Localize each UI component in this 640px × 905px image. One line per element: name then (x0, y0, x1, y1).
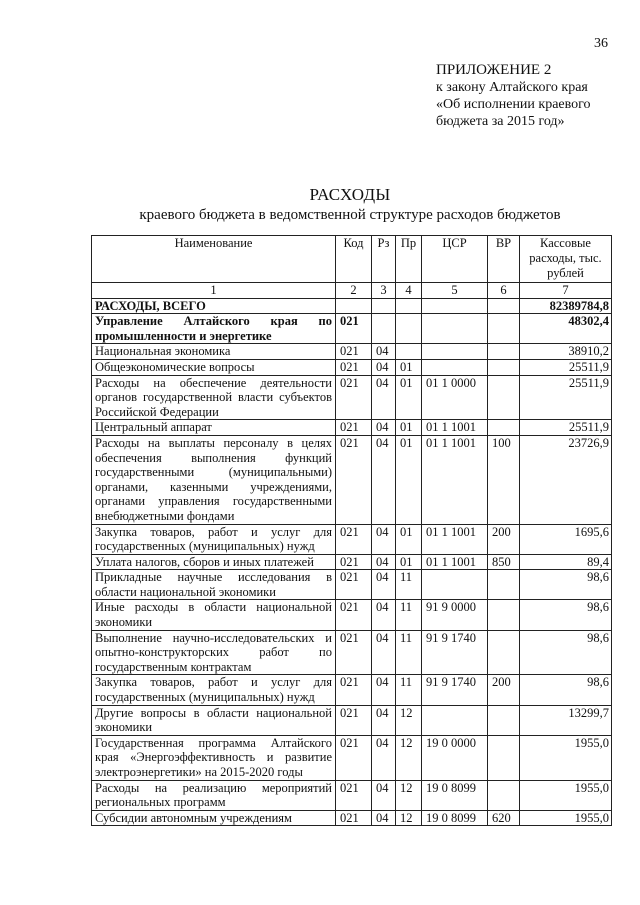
cell-sum: 98,6 (520, 630, 612, 675)
cell-code: 021 (336, 554, 372, 570)
cell-name: РАСХОДЫ, ВСЕГО (92, 298, 336, 314)
cell-name: Государственная программа Алтайского края «Энергоэффективность и развитие электроэнергетики» на 2015-2020 годы (92, 735, 336, 780)
cell-name: Субсидии автономным учреждениям (92, 810, 336, 826)
cell-sum: 1955,0 (520, 735, 612, 780)
table-row (92, 810, 612, 826)
cell-code: 021 (336, 344, 372, 360)
table-row (92, 524, 612, 554)
cell-vr (488, 314, 520, 344)
cell-vr (488, 570, 520, 600)
cell-vr (488, 344, 520, 360)
cell-name: Управление Алтайского края по промышленности и энергетике (92, 314, 336, 344)
cell-vr (488, 298, 520, 314)
table-row (92, 570, 612, 600)
cell-sum: 48302,4 (520, 314, 612, 344)
cell-csr: 01 1 1001 (422, 554, 488, 570)
table-row (92, 780, 612, 810)
cell-rz: 04 (372, 554, 396, 570)
cell-pr (396, 344, 422, 360)
table-header-row (92, 236, 612, 283)
cell-name: Национальная экономика (92, 344, 336, 360)
column-number: 4 (396, 283, 422, 299)
cell-rz: 04 (372, 435, 396, 524)
cell-code: 021 (336, 435, 372, 524)
cell-name: Выполнение научно-исследовательских и опытно-конструкторских работ по государственным контрактам (92, 630, 336, 675)
cell-sum: 1955,0 (520, 810, 612, 826)
cell-csr: 01 1 1001 (422, 524, 488, 554)
cell-code: 021 (336, 600, 372, 630)
cell-pr: 01 (396, 375, 422, 420)
cell-pr: 12 (396, 735, 422, 780)
header-pr: Пр (396, 236, 422, 283)
cell-name: Общеэкономические вопросы (92, 359, 336, 375)
header-vr: ВР (488, 236, 520, 283)
table-row (92, 600, 612, 630)
cell-rz: 04 (372, 420, 396, 436)
column-number: 3 (372, 283, 396, 299)
cell-pr: 01 (396, 524, 422, 554)
cell-rz: 04 (372, 735, 396, 780)
table-row (92, 554, 612, 570)
document-subtitle: краевого бюджета в ведомственной структуре расходов бюджетов (139, 207, 561, 223)
cell-sum: 98,6 (520, 675, 612, 705)
cell-csr: 01 1 1001 (422, 435, 488, 524)
cell-rz: 04 (372, 524, 396, 554)
cell-code: 021 (336, 705, 372, 735)
cell-sum: 1695,6 (520, 524, 612, 554)
cell-code: 021 (336, 630, 372, 675)
cell-vr (488, 780, 520, 810)
header-rz: Рз (372, 236, 396, 283)
cell-name: Расходы на реализацию мероприятий региональных программ (92, 780, 336, 810)
cell-pr: 01 (396, 420, 422, 436)
column-number: 7 (520, 283, 612, 299)
cell-csr: 01 1 0000 (422, 375, 488, 420)
cell-name: Закупка товаров, работ и услуг для государственных (муниципальных) нужд (92, 524, 336, 554)
cell-name: Закупка товаров, работ и услуг для государственных (муниципальных) нужд (92, 675, 336, 705)
cell-sum: 98,6 (520, 570, 612, 600)
table-row (92, 735, 612, 780)
cell-vr (488, 630, 520, 675)
cell-code: 021 (336, 780, 372, 810)
cell-vr: 620 (488, 810, 520, 826)
header-code: Код (336, 236, 372, 283)
cell-sum: 82389784,8 (520, 298, 612, 314)
table-row (92, 435, 612, 524)
cell-code (336, 298, 372, 314)
cell-code: 021 (336, 735, 372, 780)
cell-rz (372, 298, 396, 314)
cell-rz: 04 (372, 570, 396, 600)
cell-vr (488, 375, 520, 420)
cell-pr: 11 (396, 675, 422, 705)
cell-code: 021 (336, 420, 372, 436)
cell-code: 021 (336, 675, 372, 705)
cell-pr: 01 (396, 435, 422, 524)
cell-name: Центральный аппарат (92, 420, 336, 436)
table-row (92, 298, 612, 314)
table-row (92, 344, 612, 360)
cell-csr: 91 9 0000 (422, 600, 488, 630)
cell-vr: 100 (488, 435, 520, 524)
cell-vr (488, 600, 520, 630)
table-row (92, 314, 612, 344)
column-number: 5 (422, 283, 488, 299)
cell-rz (372, 314, 396, 344)
cell-csr (422, 314, 488, 344)
cell-vr (488, 420, 520, 436)
cell-csr: 19 0 8099 (422, 810, 488, 826)
cell-sum: 13299,7 (520, 705, 612, 735)
cell-pr: 11 (396, 600, 422, 630)
column-numbers-row (92, 283, 612, 299)
cell-rz: 04 (372, 810, 396, 826)
cell-sum: 25511,9 (520, 375, 612, 420)
table-row (92, 375, 612, 420)
cell-rz: 04 (372, 375, 396, 420)
header-sum: Кассовые расходы, тыс. рублей (520, 236, 612, 283)
cell-vr (488, 359, 520, 375)
expenditure-table (91, 235, 612, 826)
cell-rz: 04 (372, 675, 396, 705)
appendix-title: ПРИЛОЖЕНИЕ 2 (436, 62, 552, 78)
cell-name: Другие вопросы в области национальной экономики (92, 705, 336, 735)
cell-csr (422, 298, 488, 314)
cell-code: 021 (336, 375, 372, 420)
cell-vr: 850 (488, 554, 520, 570)
table-row (92, 675, 612, 705)
cell-sum: 25511,9 (520, 359, 612, 375)
appendix-line: «Об исполнении краевого (436, 97, 591, 112)
cell-pr (396, 298, 422, 314)
cell-csr: 91 9 1740 (422, 675, 488, 705)
cell-vr (488, 705, 520, 735)
cell-csr: 19 0 8099 (422, 780, 488, 810)
cell-sum: 25511,9 (520, 420, 612, 436)
cell-pr: 12 (396, 780, 422, 810)
cell-pr: 11 (396, 570, 422, 600)
cell-name: Расходы на обеспечение деятельности органов государственной власти субъектов Российской Федерации (92, 375, 336, 420)
cell-name: Расходы на выплаты персоналу в целях обеспечения выполнения функций государственными (муниципальными) органами, казенными учреждениями, органами управления государственными внебюджетными фондами (92, 435, 336, 524)
cell-name: Уплата налогов, сборов и иных платежей (92, 554, 336, 570)
cell-vr: 200 (488, 675, 520, 705)
appendix-line: к закону Алтайского края (436, 80, 588, 95)
table-row (92, 705, 612, 735)
cell-rz: 04 (372, 705, 396, 735)
cell-rz: 04 (372, 344, 396, 360)
cell-sum: 1955,0 (520, 780, 612, 810)
page-number: 36 (594, 36, 608, 51)
cell-pr (396, 314, 422, 344)
cell-csr: 01 1 1001 (422, 420, 488, 436)
cell-code: 021 (336, 524, 372, 554)
cell-pr: 01 (396, 554, 422, 570)
column-number: 2 (336, 283, 372, 299)
cell-name: Иные расходы в области национальной экономики (92, 600, 336, 630)
cell-pr: 01 (396, 359, 422, 375)
cell-csr: 91 9 1740 (422, 630, 488, 675)
cell-csr: 19 0 0000 (422, 735, 488, 780)
cell-pr: 12 (396, 810, 422, 826)
cell-csr (422, 359, 488, 375)
cell-sum: 89,4 (520, 554, 612, 570)
document-title: РАСХОДЫ (309, 185, 391, 204)
cell-rz: 04 (372, 630, 396, 675)
cell-csr (422, 705, 488, 735)
cell-code: 021 (336, 359, 372, 375)
column-number: 6 (488, 283, 520, 299)
cell-rz: 04 (372, 780, 396, 810)
cell-csr (422, 344, 488, 360)
appendix-header (436, 62, 591, 130)
cell-rz: 04 (372, 600, 396, 630)
cell-vr: 200 (488, 524, 520, 554)
cell-sum: 38910,2 (520, 344, 612, 360)
table-row (92, 420, 612, 436)
appendix-line: бюджета за 2015 год» (436, 114, 565, 129)
cell-code: 021 (336, 810, 372, 826)
header-csr: ЦСР (422, 236, 488, 283)
table-row (92, 630, 612, 675)
cell-sum: 23726,9 (520, 435, 612, 524)
cell-pr: 12 (396, 705, 422, 735)
cell-rz: 04 (372, 359, 396, 375)
table-row (92, 359, 612, 375)
cell-code: 021 (336, 314, 372, 344)
cell-code: 021 (336, 570, 372, 600)
cell-name: Прикладные научные исследования в области национальной экономики (92, 570, 336, 600)
cell-sum: 98,6 (520, 600, 612, 630)
cell-vr (488, 735, 520, 780)
header-name: Наименование (92, 236, 336, 283)
column-number: 1 (92, 283, 336, 299)
cell-csr (422, 570, 488, 600)
cell-pr: 11 (396, 630, 422, 675)
